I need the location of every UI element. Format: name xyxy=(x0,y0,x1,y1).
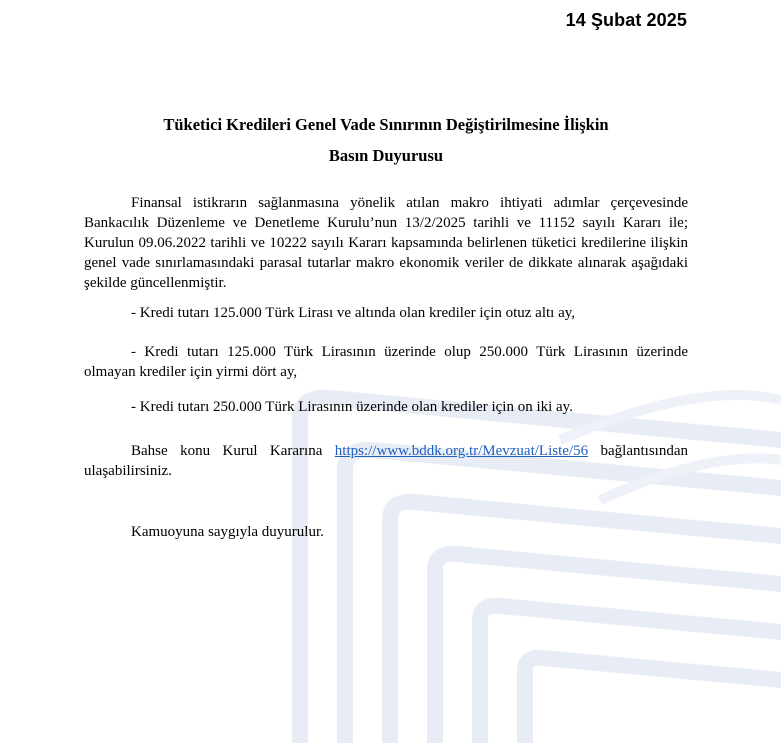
document-subtitle: Basın Duyurusu xyxy=(328,146,444,165)
bullet-item: - Kredi tutarı 125.000 Türk Lirasının üzerinde olup 250.000 Türk Lirasının üzerinde olmayan krediler için yirmi dört ay, xyxy=(84,344,688,380)
document-date: 14 Şubat 2025 xyxy=(565,10,687,30)
bullet-item: - Kredi tutarı 250.000 Türk Lirasının üzerinde olan krediler için on iki ay. xyxy=(131,399,573,415)
closing-statement: Kamuoyuna saygıyla duyurulur. xyxy=(131,524,324,540)
link-paragraph-lead: Bahse konu Kurul Kararına xyxy=(131,443,335,459)
document-title: Tüketici Kredileri Genel Vade Sınırının Değiştirilmesine İlişkin xyxy=(163,115,609,134)
link-paragraph-tail: bağlantısından ulaşabilirsiniz. xyxy=(84,443,688,479)
bullet-item: - Kredi tutarı 125.000 Türk Lirası ve altında olan krediler için otuz altı ay, xyxy=(131,305,576,321)
intro-paragraph: Finansal istikrarın sağlanmasına yönelik atılan makro ihtiyati adımlar çerçevesinde Bankacılık Düzenleme ve Denetleme Kurulu’nun 13/2/2025 tarihli ve 11152 sayılı Kararı ile; Kurulun 09.06.2022 tarihli ve 10222 sayılı Kararı kapsamında belirlenen tüketici kredilerine ilişkin genel vade sınırlamasındaki parasal tutarlar makro ekonomik veriler de dikkate alınarak aşağıdaki şekilde güncellenmiştir. xyxy=(84,195,688,291)
link-paragraph xyxy=(84,441,688,481)
bddk-regulation-link[interactable]: https://www.bddk.org.tr/Mevzuat/Liste/56 xyxy=(334,443,589,459)
